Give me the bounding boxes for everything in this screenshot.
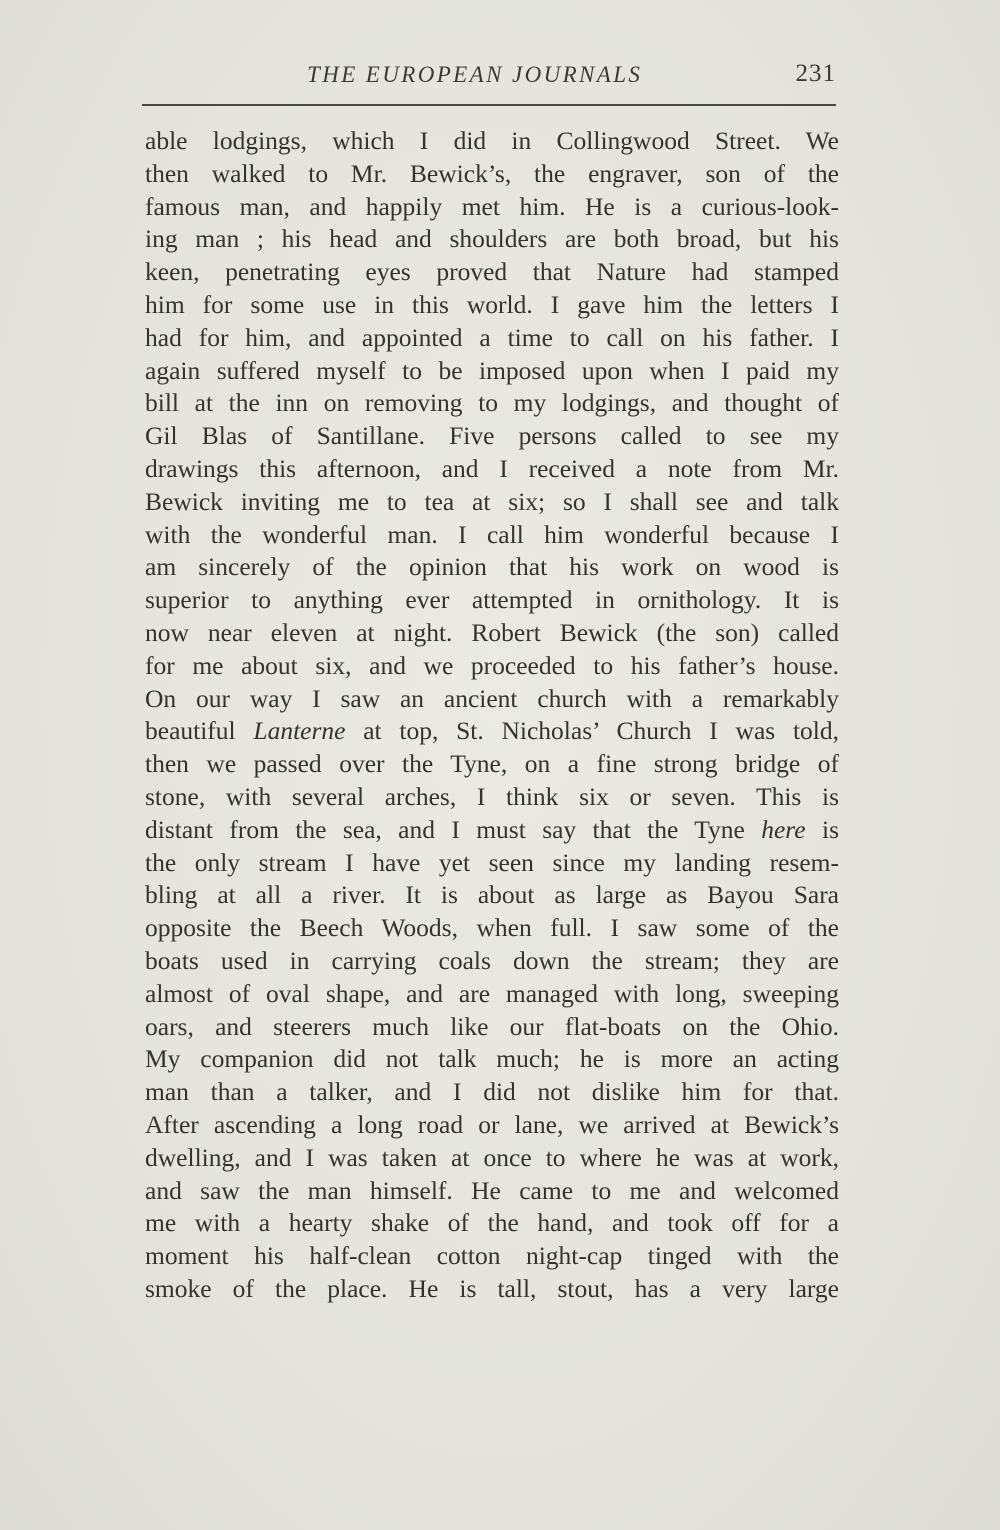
- text-segment: famous man, and happily met him. He is a curious-look-: [145, 191, 839, 221]
- text-line: [145, 551, 839, 584]
- text-line: [145, 420, 839, 453]
- text-segment: smoke of the place. He is tall, stout, has a very large: [145, 1273, 839, 1303]
- text-line: [145, 125, 839, 158]
- text-segment: and saw the man himself. He came to me and welcomed: [145, 1175, 839, 1205]
- text-segment: stone, with several arches, I think six or seven. This is: [145, 781, 839, 811]
- text-segment: beautiful: [145, 716, 254, 746]
- text-line: [145, 748, 839, 781]
- text-line: [145, 1109, 839, 1142]
- text-line: [145, 978, 839, 1011]
- text-segment: dwelling, and I was taken at once to where he was at work,: [145, 1142, 839, 1172]
- text-segment: now near eleven at night. Robert Bewick (the son) called: [145, 617, 839, 647]
- text-line: [145, 1175, 839, 1208]
- text-segment: Bewick inviting me to tea at six; so I shall see and talk: [145, 486, 839, 516]
- text-line: [145, 158, 839, 191]
- italic-text: here: [761, 814, 806, 844]
- text-segment: again suffered myself to be imposed upon when I paid my: [145, 355, 839, 385]
- text-segment: then walked to Mr. Bewick’s, the engraver, son of the: [145, 158, 839, 188]
- text-segment: had for him, and appointed a time to call on his father. I: [145, 322, 839, 352]
- text-line: [145, 912, 839, 945]
- text-segment: then we passed over the Tyne, on a fine strong bridge of: [145, 749, 839, 779]
- text-line: [145, 781, 839, 814]
- text-line: [145, 223, 839, 256]
- text-line: [145, 387, 839, 420]
- text-segment: bill at the inn on removing to my lodgings, and thought of: [145, 388, 839, 418]
- text-segment: oars, and steerers much like our flat-boats on the Ohio.: [145, 1011, 839, 1041]
- text-segment: keen, penetrating eyes proved that Nature had stamped: [145, 257, 839, 287]
- text-line: [145, 322, 839, 355]
- text-segment: almost of oval shape, and are managed with long, sweeping: [145, 978, 839, 1008]
- text-segment: Gil Blas of Santillane. Five persons called to see my: [145, 421, 839, 451]
- text-segment: distant from the sea, and I must say that the Tyne: [145, 814, 762, 844]
- text-segment: with the wonderful man. I call him wonderful because I: [145, 519, 839, 549]
- text-line: [145, 256, 839, 289]
- text-line: [145, 453, 839, 486]
- text-segment: am sincerely of the opinion that his work on wood is: [145, 552, 839, 582]
- header-rule: [142, 104, 836, 106]
- text-line: [145, 1011, 839, 1044]
- text-segment: able lodgings, which I did in Collingwood Street. We: [145, 126, 839, 155]
- text-segment: him for some use in this world. I gave him the letters I: [145, 289, 839, 319]
- italic-text: Lanterne: [253, 716, 346, 746]
- text-line: [145, 617, 839, 650]
- text-line: [145, 650, 839, 683]
- text-line: [145, 1240, 839, 1273]
- text-line: [145, 879, 839, 912]
- text-line: [145, 847, 839, 880]
- body-text: [145, 125, 839, 1306]
- text-segment: ing man ; his head and shoulders are both broad, but his: [145, 224, 839, 254]
- page-number: 231: [795, 60, 836, 87]
- text-segment: is: [805, 814, 839, 844]
- running-title: THE EUROPEAN JOURNALS: [307, 62, 643, 87]
- text-segment: at top, St. Nicholas’ Church I was told,: [345, 716, 839, 746]
- text-segment: moment his half-clean cotton night-cap tinged with the: [145, 1241, 839, 1271]
- text-line: [145, 683, 839, 716]
- text-segment: me with a hearty shake of the hand, and took off for a: [145, 1208, 839, 1238]
- text-line: [145, 814, 839, 847]
- text-line: [145, 355, 839, 388]
- text-line: [145, 1043, 839, 1076]
- text-segment: After ascending a long road or lane, we arrived at Bewick’s: [145, 1109, 839, 1139]
- text-line: [145, 1076, 839, 1109]
- text-segment: drawings this afternoon, and I received a note from Mr.: [145, 453, 839, 483]
- text-segment: On our way I saw an ancient church with a remarkably: [145, 683, 839, 713]
- text-line: [145, 584, 839, 617]
- text-segment: the only stream I have yet seen since my landing resem-: [145, 847, 839, 877]
- text-segment: superior to anything ever attempted in ornithology. It is: [145, 585, 839, 615]
- text-segment: My companion did not talk much; he is more an acting: [145, 1044, 839, 1074]
- text-line: [145, 486, 839, 519]
- text-line: [145, 1142, 839, 1175]
- running-head: [142, 58, 842, 98]
- text-line: [145, 1207, 839, 1240]
- text-line: [145, 715, 839, 748]
- text-line: [145, 289, 839, 322]
- text-segment: man than a talker, and I did not dislike him for that.: [145, 1077, 839, 1107]
- text-segment: bling at all a river. It is about as large as Bayou Sara: [145, 880, 839, 910]
- text-line: [145, 519, 839, 552]
- text-line: [145, 945, 839, 978]
- text-segment: boats used in carrying coals down the stream; they are: [145, 945, 839, 975]
- text-segment: opposite the Beech Woods, when full. I saw some of the: [145, 913, 839, 943]
- text-line: [145, 1273, 839, 1306]
- text-segment: for me about six, and we proceeded to his father’s house.: [145, 650, 839, 680]
- text-line: [145, 191, 839, 224]
